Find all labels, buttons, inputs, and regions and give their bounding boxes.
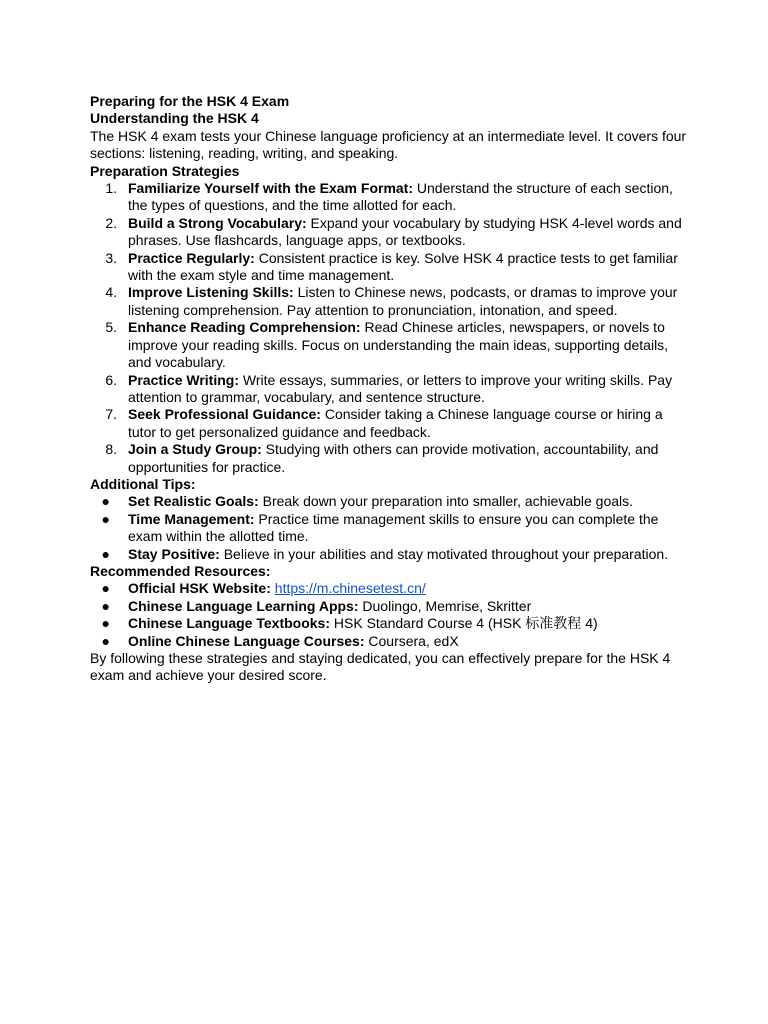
item-label: Seek Professional Guidance: — [128, 406, 321, 423]
intro-paragraph: The HSK 4 exam tests your Chinese language proficiency at an intermediate level. It covers four sections: listening, reading, writing, and speaking. — [90, 127, 687, 162]
hsk-website-link[interactable]: https://m.chinesetest.cn/ — [274, 580, 426, 597]
list-item — [90, 441, 690, 476]
list-number: 6. — [105, 371, 117, 388]
item-text: Break down your preparation into smaller, achievable goals. — [258, 493, 634, 510]
item-text: Listen to Chinese news, podcasts, or dramas to improve your listening comprehension. Pay attention to pronunciation, intonation, and speed. — [128, 284, 678, 318]
item-label: Official HSK Website: — [128, 580, 271, 597]
document-title: Preparing for the HSK 4 Exam — [90, 93, 290, 109]
item-text: Practice time management skills to ensure you can complete the exam within the allotted time. — [128, 510, 659, 545]
item-text: Read Chinese articles, newspapers, or novels to improve your reading skills. Focus on understanding the main ideas, supporting details, and vocabulary. — [128, 319, 669, 371]
item-label: Practice Regularly: — [128, 249, 255, 266]
item-text: Expand your vocabulary by studying HSK 4-level words and phrases. Use flashcards, language apps, or textbooks. — [128, 214, 682, 249]
list-item — [90, 493, 690, 510]
list-number: 1. — [105, 180, 117, 197]
strategies-list — [90, 180, 690, 476]
list-item — [90, 511, 690, 546]
list-item — [90, 580, 690, 597]
bullet-icon: ● — [101, 510, 110, 527]
item-label: Time Management: — [128, 510, 255, 527]
item-text: Believe in your abilities and stay motivated throughout your preparation. — [219, 545, 669, 562]
bullet-icon: ● — [101, 597, 110, 614]
bullet-icon: ● — [101, 545, 110, 562]
list-item — [90, 180, 690, 215]
list-item — [90, 250, 690, 285]
list-item — [90, 615, 690, 632]
list-item — [90, 215, 690, 250]
conclusion-paragraph: By following these strategies and staying dedicated, you can effectively prepare for the HSK 4 exam and achieve your desired score. — [90, 650, 671, 684]
item-label: Enhance Reading Comprehension: — [128, 319, 361, 336]
item-text: Understand the structure of each section, the types of questions, and the time allotted for each. — [128, 180, 673, 214]
section-heading-understanding: Understanding the HSK 4 — [90, 110, 259, 127]
item-text: Duolingo, Memrise, Skritter — [358, 597, 532, 614]
item-label: Familiarize Yourself with the Exam Format: — [128, 180, 413, 197]
list-item — [90, 372, 690, 407]
list-number: 8. — [105, 441, 117, 458]
resources-list — [90, 580, 690, 650]
section-heading-tips: Additional Tips: — [90, 475, 196, 492]
bullet-icon: ● — [101, 615, 110, 632]
item-text: Coursera, edX — [364, 632, 459, 649]
item-label: Join a Study Group: — [128, 441, 262, 458]
item-text: Write essays, summaries, or letters to improve your writing skills. Pay attention to grammar, vocabulary, and sentence structure. — [128, 371, 673, 405]
tips-list — [90, 493, 690, 563]
item-text: Studying with others can provide motivation, accountability, and opportunities for practice. — [128, 441, 659, 475]
item-label: Improve Listening Skills: — [128, 284, 294, 301]
list-item — [90, 546, 690, 563]
list-number: 5. — [105, 319, 117, 336]
list-number: 7. — [105, 406, 117, 423]
bullet-icon: ● — [101, 580, 110, 597]
section-heading-strategies: Preparation Strategies — [90, 162, 240, 179]
list-item — [90, 406, 690, 441]
item-label: Stay Positive: — [128, 545, 220, 562]
list-item — [90, 319, 690, 371]
bullet-icon: ● — [101, 493, 110, 510]
section-heading-resources: Recommended Resources: — [90, 562, 271, 579]
item-text: HSK Standard Course 4 (HSK 标准教程 4) — [330, 615, 598, 632]
bullet-icon: ● — [101, 632, 110, 649]
list-number: 2. — [105, 214, 117, 231]
list-number: 4. — [105, 284, 117, 301]
item-label: Practice Writing: — [128, 371, 239, 388]
item-label: Chinese Language Learning Apps: — [128, 597, 359, 614]
item-text: Consistent practice is key. Solve HSK 4 practice tests to get familiar with the exam style and time management. — [128, 249, 678, 284]
document-page — [90, 93, 690, 685]
item-label: Chinese Language Textbooks: — [128, 615, 330, 632]
item-text: Consider taking a Chinese language course or hiring a tutor to get personalized guidance and feedback. — [128, 406, 663, 440]
item-label: Set Realistic Goals: — [128, 493, 259, 510]
list-item — [90, 284, 690, 319]
list-item — [90, 633, 690, 650]
list-number: 3. — [105, 249, 117, 266]
item-label: Build a Strong Vocabulary: — [128, 214, 307, 231]
list-item — [90, 598, 690, 615]
item-label: Online Chinese Language Courses: — [128, 632, 365, 649]
